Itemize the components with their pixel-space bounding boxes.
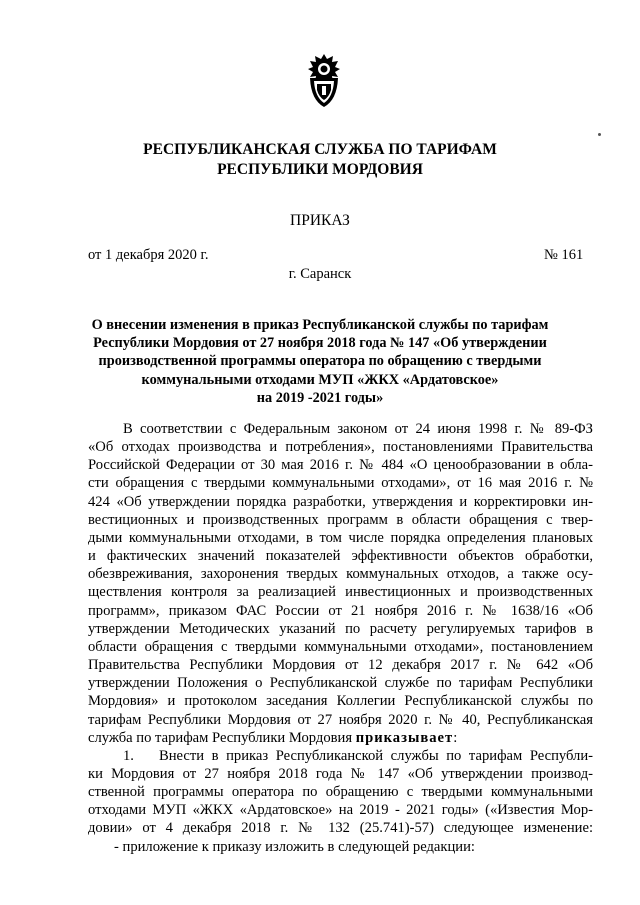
title-line: коммунальными отходами МУП «ЖКХ «Ардатовское» bbox=[141, 371, 499, 388]
item-1-number: 1. bbox=[123, 747, 134, 764]
preamble-line: Правительства Республики Мордовия от 12 декабря 2017 г. № 642 «Об bbox=[88, 657, 593, 674]
title-line: Республики Мордовия от 27 ноября 2018 года № 147 «Об утверждении bbox=[93, 335, 547, 352]
preamble-last-text: служба по тарифам Республики Мордовия bbox=[88, 729, 353, 746]
organization-name bbox=[0, 140, 640, 180]
preamble-line: вестиционных и производственных программ в области обращения с твер- bbox=[88, 511, 593, 528]
preamble-line: сти обращения с твердыми коммунальными отходами», от 16 мая 2016 г. № bbox=[88, 475, 593, 492]
preamble-line: утверждении Методических указаний по расчету регулируемых тарифов в bbox=[88, 620, 593, 637]
order-title bbox=[0, 316, 640, 407]
item-1-line: ственной программы оператора по обращению с твердыми коммунальными bbox=[88, 784, 593, 801]
preamble-line: Российской Федерации от 30 мая 2016 г. № 484 «О ценообразовании в обла- bbox=[88, 457, 593, 474]
preamble-line: обезвреживания, захоронения твердых коммунальных отходов, а также осу- bbox=[88, 566, 593, 583]
preamble-line: ществления контроля за реализацией инвестиционных и производственных bbox=[88, 584, 593, 601]
item-1-line: довии» от 4 декабря 2018 г. № 132 (25.741)-57) следующее изменение: bbox=[88, 820, 593, 837]
document-type: ПРИКАЗ bbox=[290, 212, 350, 229]
preamble-closing-line bbox=[88, 729, 593, 747]
orders-colon: : bbox=[453, 729, 458, 746]
title-line: на 2019 -2021 годы» bbox=[256, 389, 384, 406]
preamble-line: В соответствии с Федеральным законом от 24 июня 1998 г. № 89-ФЗ bbox=[123, 421, 593, 437]
preamble-line: 424 «Об утверждении порядка разработки, утверждения и корректировки ин- bbox=[88, 493, 593, 510]
orders-word: приказывает bbox=[355, 729, 454, 746]
coat-of-arms-emblem-icon bbox=[302, 50, 346, 110]
order-number: № 161 bbox=[544, 247, 584, 263]
preamble-line: тарифам Республики Мордовия от 27 ноября 2020 г. № 40, Республиканская bbox=[88, 711, 593, 728]
title-line: производственной программы оператора по обращению с твердыми bbox=[98, 353, 542, 370]
preamble-line: области обращения с твердыми коммунальными отходами», постановлением bbox=[88, 638, 593, 655]
preamble-line: программ», приказом ФАС России от 21 ноября 2016 г. № 1638/16 «Об bbox=[88, 602, 593, 619]
city: г. Саранск bbox=[288, 266, 352, 282]
preamble-line: дыми коммунальными отходами, в том числе порядка определения плановых bbox=[88, 529, 593, 546]
title-line: О внесении изменения в приказ Республиканской службы по тарифам bbox=[91, 317, 549, 333]
item-1-line: Внести в приказ Республиканской службы по тарифам Республи- bbox=[159, 747, 593, 764]
scan-dot bbox=[598, 133, 601, 136]
item-1-line: отходами МУП «ЖКХ «Ардатовское» на 2019 - 2021 годы» («Известия Мор- bbox=[88, 802, 593, 819]
item-1-first-line bbox=[88, 747, 593, 765]
order-body bbox=[88, 420, 593, 856]
order-date: от 1 декабря 2020 г. bbox=[88, 247, 209, 263]
preamble-line: «Об отходах производства и потребления», постановлениями Правительства bbox=[88, 439, 593, 456]
org-line-1: РЕСПУБЛИКАНСКАЯ СЛУЖБА ПО ТАРИФАМ bbox=[143, 141, 497, 158]
preamble-line: Мордовия» и протоколом заседания Коллегии Республиканской службы по bbox=[88, 693, 593, 710]
preamble-line: утверждении Положения о Республиканской службе по тарифам Республики bbox=[88, 675, 593, 692]
item-1-line: ки Мордовия от 27 ноября 2018 года № 147 «Об утверждении производ- bbox=[88, 765, 593, 782]
preamble-line: и фактических значений показателей эффективности объектов обработки, bbox=[88, 548, 593, 565]
org-line-2: РЕСПУБЛИКИ МОРДОВИЯ bbox=[217, 161, 423, 178]
item-1-sub: - приложение к приказу изложить в следующей редакции: bbox=[114, 838, 475, 855]
